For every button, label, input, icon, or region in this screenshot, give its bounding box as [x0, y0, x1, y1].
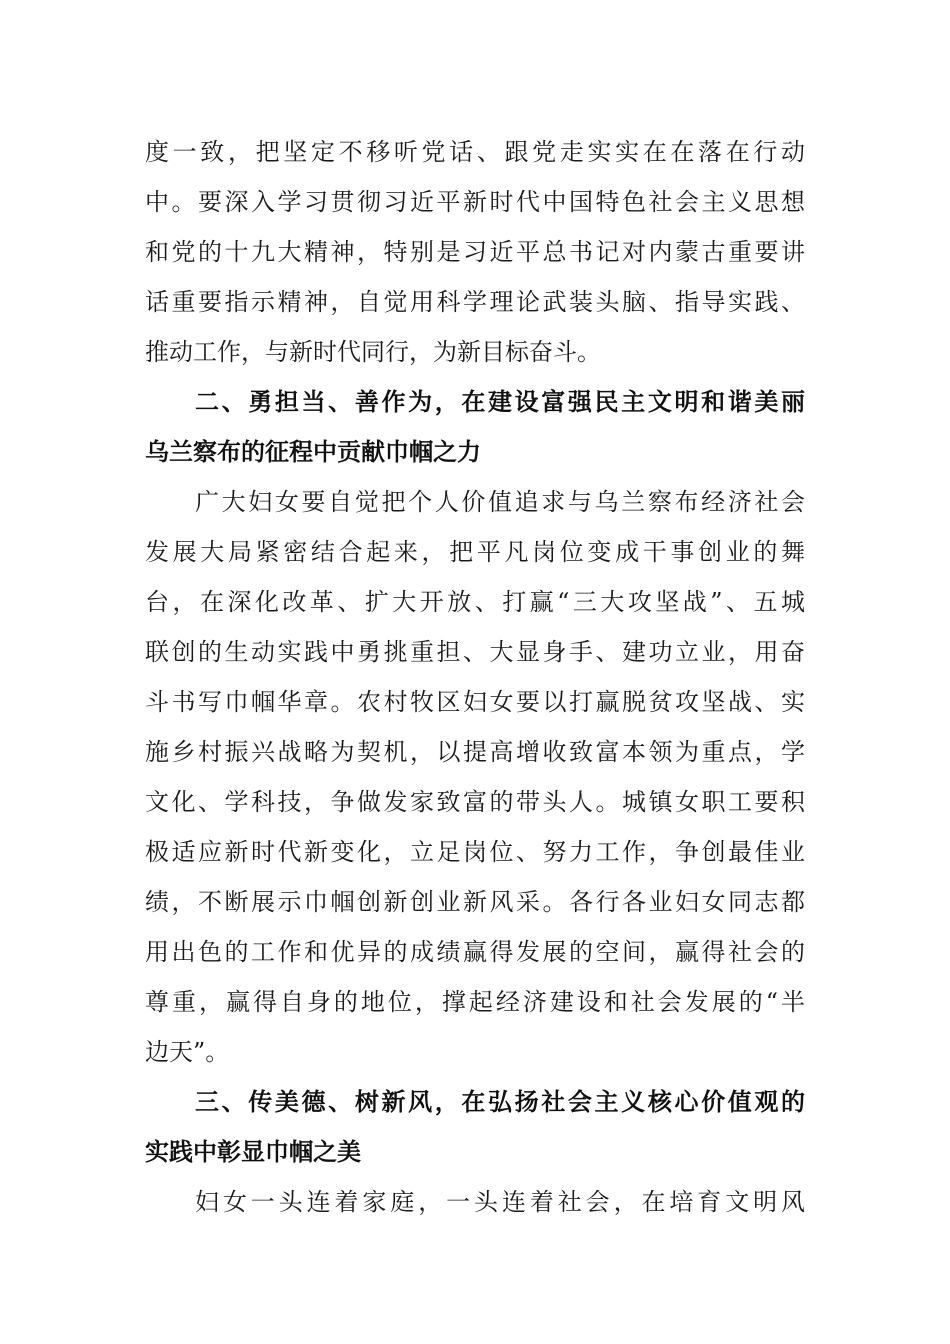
paragraph-line: 中。要深入学习贯彻习近平新时代中国特色社会主义思想 [145, 188, 805, 216]
section-heading: 三、传美德、树新风，在弘扬社会主义核心价值观的 [195, 1088, 805, 1116]
paragraph-line: 推动工作，与新时代同行，为新目标奋斗。 [145, 338, 601, 366]
paragraph-line: 话重要指示精神，自觉用科学理论武装头脑、指导实践、 [145, 288, 805, 316]
section-heading: 实践中彰显巾帼之美 [145, 1138, 361, 1166]
paragraph-line: 施乡村振兴战略为契机，以提高增收致富本领为重点，学 [145, 738, 805, 766]
paragraph-line: 文化、学科技，争做发家致富的带头人。城镇女职工要积 [145, 788, 805, 816]
paragraph-line: 边天”。 [145, 1038, 230, 1066]
paragraph-line: 尊重，赢得自身的地位，撑起经济建设和社会发展的“半 [145, 988, 805, 1016]
section-heading: 二、勇担当、善作为，在建设富强民主文明和谐美丽 [195, 388, 805, 416]
paragraph-line: 用出色的工作和优异的成绩赢得发展的空间，赢得社会的 [145, 938, 805, 966]
paragraph-line: 妇女一头连着家庭，一头连着社会，在培育文明风 [195, 1188, 805, 1216]
paragraph-line: 绩，不断展示巾帼创新创业新风采。各行各业妇女同志都 [145, 888, 805, 916]
paragraph-line: 联创的生动实践中勇挑重担、大显身手、建功立业，用奋 [145, 638, 805, 666]
paragraph-line: 斗书写巾帼华章。农村牧区妇女要以打赢脱贫攻坚战、实 [145, 688, 805, 716]
section-heading: 乌兰察布的征程中贡献巾帼之力 [145, 438, 481, 466]
paragraph-line: 度一致，把坚定不移听党话、跟党走实实在在落在行动 [145, 138, 805, 166]
paragraph-line: 发展大局紧密结合起来，把平凡岗位变成干事创业的舞 [145, 538, 805, 566]
paragraph-line: 台，在深化改革、扩大开放、打赢“三大攻坚战”、五城 [145, 588, 805, 616]
paragraph-line: 广大妇女要自觉把个人价值追求与乌兰察布经济社会 [195, 488, 805, 516]
paragraph-line: 极适应新时代新变化，立足岗位、努力工作，争创最佳业 [145, 838, 805, 866]
paragraph-line: 和党的十九大精神，特别是习近平总书记对内蒙古重要讲 [145, 238, 805, 266]
